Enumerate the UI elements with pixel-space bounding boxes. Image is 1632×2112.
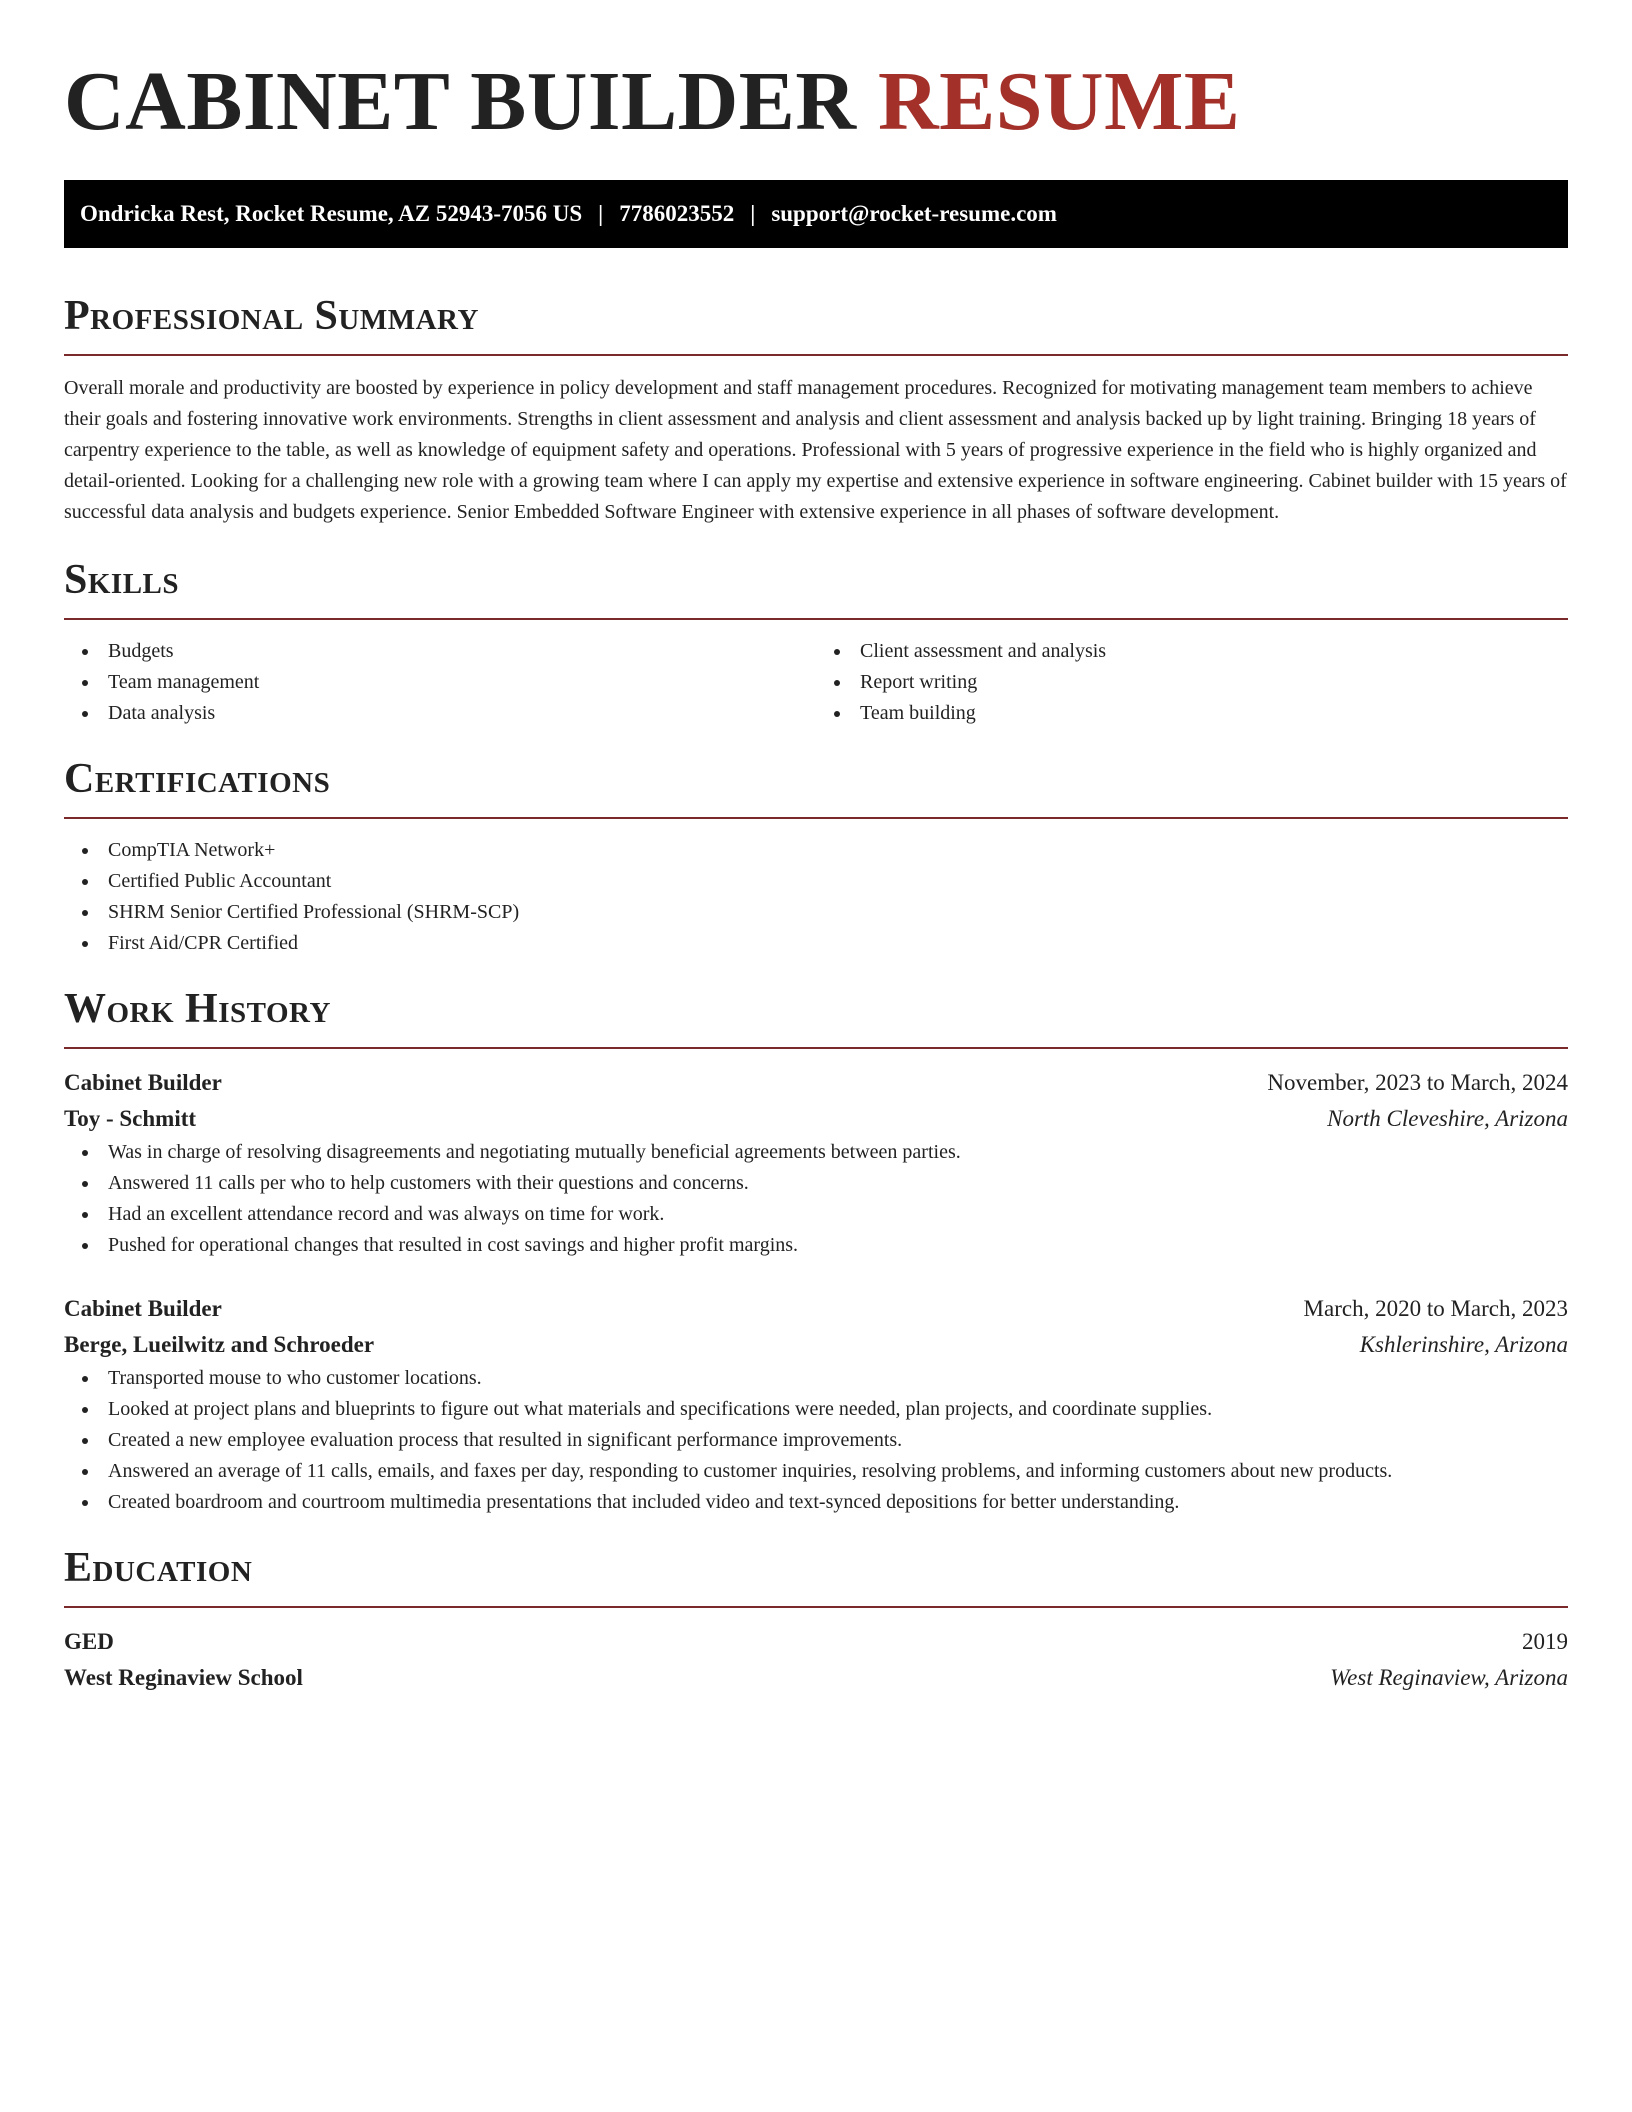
contact-bar (64, 180, 1568, 248)
title-accent: RESUME (878, 55, 1241, 148)
job-duty: Pushed for operational changes that resulted in cost savings and higher profit margins. (64, 1230, 1568, 1261)
job-dates: November, 2023 to March, 2024 (1267, 1070, 1568, 1095)
resume-title (64, 55, 1568, 148)
education-degree-row (64, 1624, 1568, 1660)
education-heading: Education (64, 1545, 253, 1591)
skill-item: Budgets (64, 636, 816, 667)
section-divider (64, 817, 1568, 819)
education-degree: GED (64, 1629, 114, 1654)
certifications-section (64, 755, 1568, 959)
certification-item: CompTIA Network+ (64, 835, 1568, 866)
job-location: Kshlerinshire, Arizona (1359, 1332, 1568, 1357)
job-header-row (64, 1291, 1568, 1327)
certifications-heading: Certifications (64, 756, 331, 802)
education-year: 2019 (1522, 1629, 1568, 1654)
summary-text: Overall morale and productivity are boosted by experience in policy development and staff management procedures. Recognized for motivating management team members to achieve their goals and fostering innovative work environments. Strengths in client assessment and analysis and client assessment and analysis backed up by light training. Bringing 18 years of carpentry experience to the table, as well as knowledge of equipment safety and operations. Professional with 5 years of progressive experience in the field who is highly organized and detail-oriented. Looking for a challenging new role with a growing team where I can apply my expertise and extensive experience in software engineering. Cabinet builder with 15 years of successful data analysis and budgets experience. Senior Embedded Software Engineer with extensive experience in all phases of software development. (64, 377, 1567, 523)
skill-item: Team management (64, 667, 816, 698)
summary-heading: Professional Summary (64, 293, 479, 339)
skill-item: Team building (816, 698, 1568, 729)
job-duty: Was in charge of resolving disagreements and negotiating mutually beneficial agreements between parties. (64, 1137, 1568, 1168)
job-duty: Transported mouse to who customer locations. (64, 1363, 1568, 1394)
job-duties-list (64, 1363, 1568, 1518)
skills-list-left (64, 636, 816, 729)
job-location: North Cleveshire, Arizona (1327, 1106, 1568, 1131)
job-duty: Looked at project plans and blueprints to figure out what materials and specifications were needed, plan projects, and coordinate supplies. (64, 1394, 1568, 1425)
certification-item: First Aid/CPR Certified (64, 928, 1568, 959)
skills-heading: Skills (64, 557, 180, 603)
job-entry (64, 1065, 1568, 1261)
job-company: Toy - Schmitt (64, 1106, 197, 1131)
job-company: Berge, Lueilwitz and Schroeder (64, 1332, 375, 1357)
certification-item: Certified Public Accountant (64, 866, 1568, 897)
job-duty: Answered an average of 11 calls, emails, and faxes per day, responding to customer inquiries, resolving problems, and informing customers about new products. (64, 1456, 1568, 1487)
summary-section (64, 292, 1568, 528)
contact-separator: | (598, 201, 604, 226)
skill-item: Data analysis (64, 698, 816, 729)
job-company-row (64, 1101, 1568, 1137)
skills-section (64, 556, 1568, 729)
education-section (64, 1544, 1568, 1696)
section-divider (64, 1047, 1568, 1049)
job-duty: Created boardroom and courtroom multimedia presentations that included video and text-synced depositions for better understanding. (64, 1487, 1568, 1518)
education-school: West Reginaview School (64, 1665, 303, 1690)
work-history-section (64, 985, 1568, 1518)
job-duty: Created a new employee evaluation process that resulted in significant performance improvements. (64, 1425, 1568, 1456)
section-divider (64, 618, 1568, 620)
job-header-row (64, 1065, 1568, 1101)
job-dates: March, 2020 to March, 2023 (1303, 1296, 1568, 1321)
education-entry (64, 1624, 1568, 1696)
skill-item: Client assessment and analysis (816, 636, 1568, 667)
section-divider (64, 354, 1568, 356)
certification-item: SHRM Senior Certified Professional (SHRM-SCP) (64, 897, 1568, 928)
job-duty: Answered 11 calls per who to help customers with their questions and concerns. (64, 1168, 1568, 1199)
education-location: West Reginaview, Arizona (1330, 1665, 1568, 1690)
job-duties-list (64, 1137, 1568, 1261)
job-entry (64, 1291, 1568, 1518)
section-divider (64, 1606, 1568, 1608)
job-title: Cabinet Builder (64, 1296, 222, 1321)
skill-item: Report writing (816, 667, 1568, 698)
education-school-row (64, 1660, 1568, 1696)
job-company-row (64, 1327, 1568, 1363)
certifications-list (64, 835, 1568, 959)
title-main: CABINET BUILDER (64, 55, 857, 148)
contact-address: Ondricka Rest, Rocket Resume, AZ 52943-7056 US (80, 201, 583, 226)
job-title: Cabinet Builder (64, 1070, 222, 1095)
skills-list-right (816, 636, 1568, 729)
contact-phone: 7786023552 (619, 201, 735, 226)
contact-email: support@rocket-resume.com (771, 201, 1057, 226)
skills-grid (64, 636, 1568, 729)
work-history-heading: Work History (64, 986, 331, 1032)
job-duty: Had an excellent attendance record and was always on time for work. (64, 1199, 1568, 1230)
contact-separator: | (750, 201, 756, 226)
